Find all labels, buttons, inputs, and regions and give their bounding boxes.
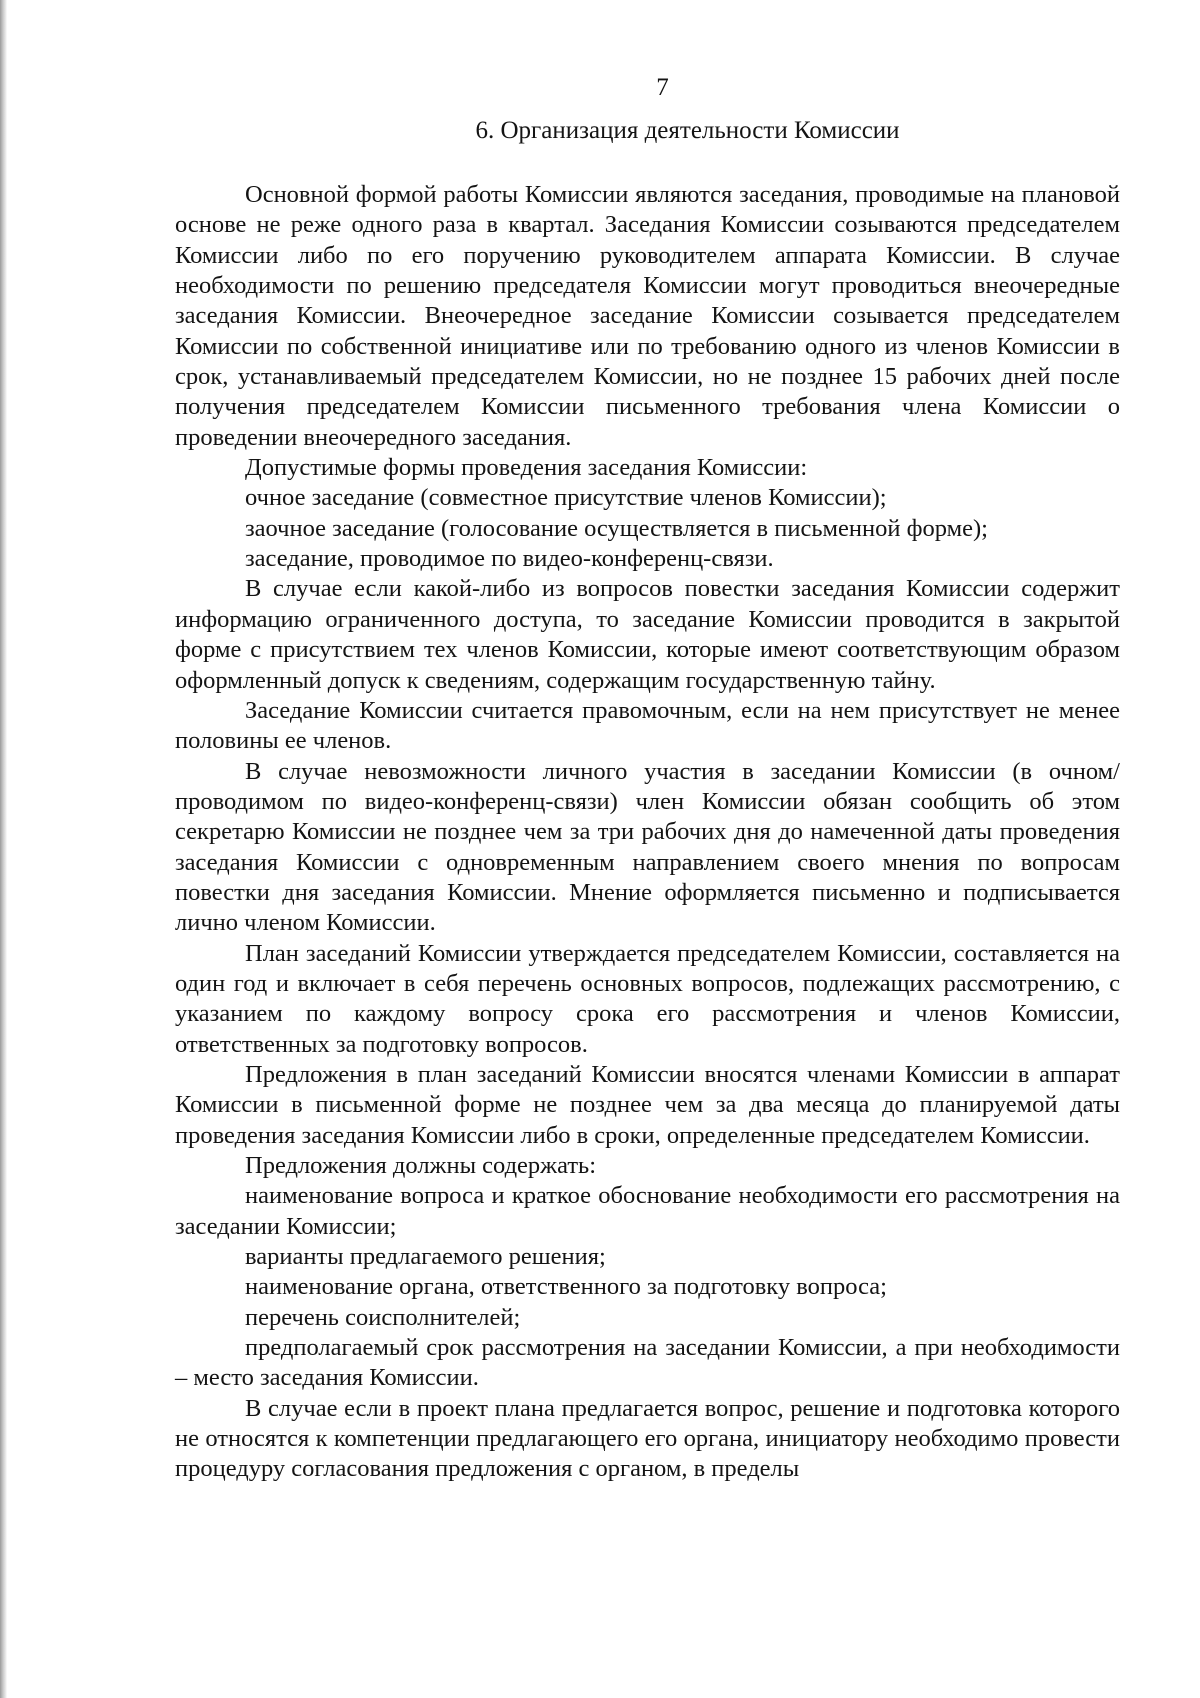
paragraph-competence-agreement: В случае если в проект плана предлагается вопрос, решение и подготовка которого не относятся к компетенции предлагающего его органа, инициатору необходимо провести процедуру согласования предложения с органом, в пределы: [175, 1394, 1120, 1483]
paragraph-quorum: Заседание Комиссии считается правомочным, если на нем присутствует не менее половины ее членов.: [175, 696, 1120, 755]
list-item-co-executors: перечень соисполнителей;: [245, 1303, 521, 1331]
paragraph-meeting-plan: План заседаний Комиссии утверждается председателем Комиссии, составляется на один год и включает в себя перечень основных вопросов, подлежащих рассмотрению, с указанием по каждому вопросу срока его рассмотрения и членов Комиссии, ответственных за подготовку вопросов.: [175, 939, 1120, 1058]
paragraph-meetings-overview: Основной формой работы Комиссии являются заседания, проводимые на плановой основе не реже одного раза в квартал. Заседания Комиссии созываются председателем Комиссии либо по его поручению руководителем аппарата Комиссии. В случае необходимости по решению председателя Комиссии могут проводиться внеочередные заседания Комиссии. Внеочередное заседание Комиссии созывается председателем Комиссии по собственной инициативе или по требованию одного из членов Комиссии в срок, устанавливаемый председателем Комиссии, но не позднее 15 рабочих дней после получения председателем Комиссии письменного требования члена Комиссии о проведении внеочередного заседания.: [175, 181, 1120, 451]
list-item-in-person: очное заседание (совместное присутствие членов Комиссии);: [245, 484, 887, 512]
paragraph-meeting-forms-intro: Допустимые формы проведения заседания Комиссии:: [245, 454, 808, 482]
list-item-video-conference: заседание, проводимое по видео-конференц-связи.: [245, 545, 774, 573]
paragraph-plan-proposals: Предложения в план заседаний Комиссии вносятся членами Комиссии в аппарат Комиссии в письменной форме не позднее чем за два месяца до планируемой даты проведения заседания Комиссии либо в сроки, определенные председателем Комиссии.: [175, 1060, 1120, 1149]
list-item-review-date: предполагаемый срок рассмотрения на заседании Комиссии, а при необходимости – место заседания Комиссии.: [175, 1334, 1120, 1392]
page-content: [175, 60, 1120, 1485]
list-item-responsible-body: наименование органа, ответственного за подготовку вопроса;: [245, 1273, 887, 1301]
paragraph-absence-notice: В случае невозможности личного участия в заседании Комиссии (в очном/ проводимом по видео-конференц-связи) член Комиссии обязан сообщить об этом секретарю Комиссии не позднее чем за три рабочих дня до намеченной даты проведения заседания Комиссии с одновременным направлением своего мнения по вопросам повестки дня заседания Комиссии. Мнение оформляется письменно и подписывается лично членом Комиссии.: [175, 757, 1120, 937]
page-number: 7: [656, 74, 669, 101]
list-item-absentee: заочное заседание (голосование осуществляется в письменной форме);: [245, 514, 988, 542]
paragraph-proposals-content-intro: Предложения должны содержать:: [245, 1152, 597, 1179]
scan-edge: [0, 0, 7, 1698]
list-item-question-name: наименование вопроса и краткое обоснование необходимости его рассмотрения на заседании Комиссии;: [175, 1182, 1120, 1240]
list-item-decision-options: варианты предлагаемого решения;: [245, 1243, 606, 1271]
paragraph-restricted-information: В случае если какой-либо из вопросов повестки заседания Комиссии содержит информацию ограниченного доступа, то заседание Комиссии проводится в закрытой форме с присутствием тех членов Комиссии, которые имеют соответствующим образом оформленный допуск к сведениям, содержащим государственную тайну.: [175, 575, 1120, 694]
section-title: 6. Организация деятельности Комиссии: [475, 117, 900, 144]
